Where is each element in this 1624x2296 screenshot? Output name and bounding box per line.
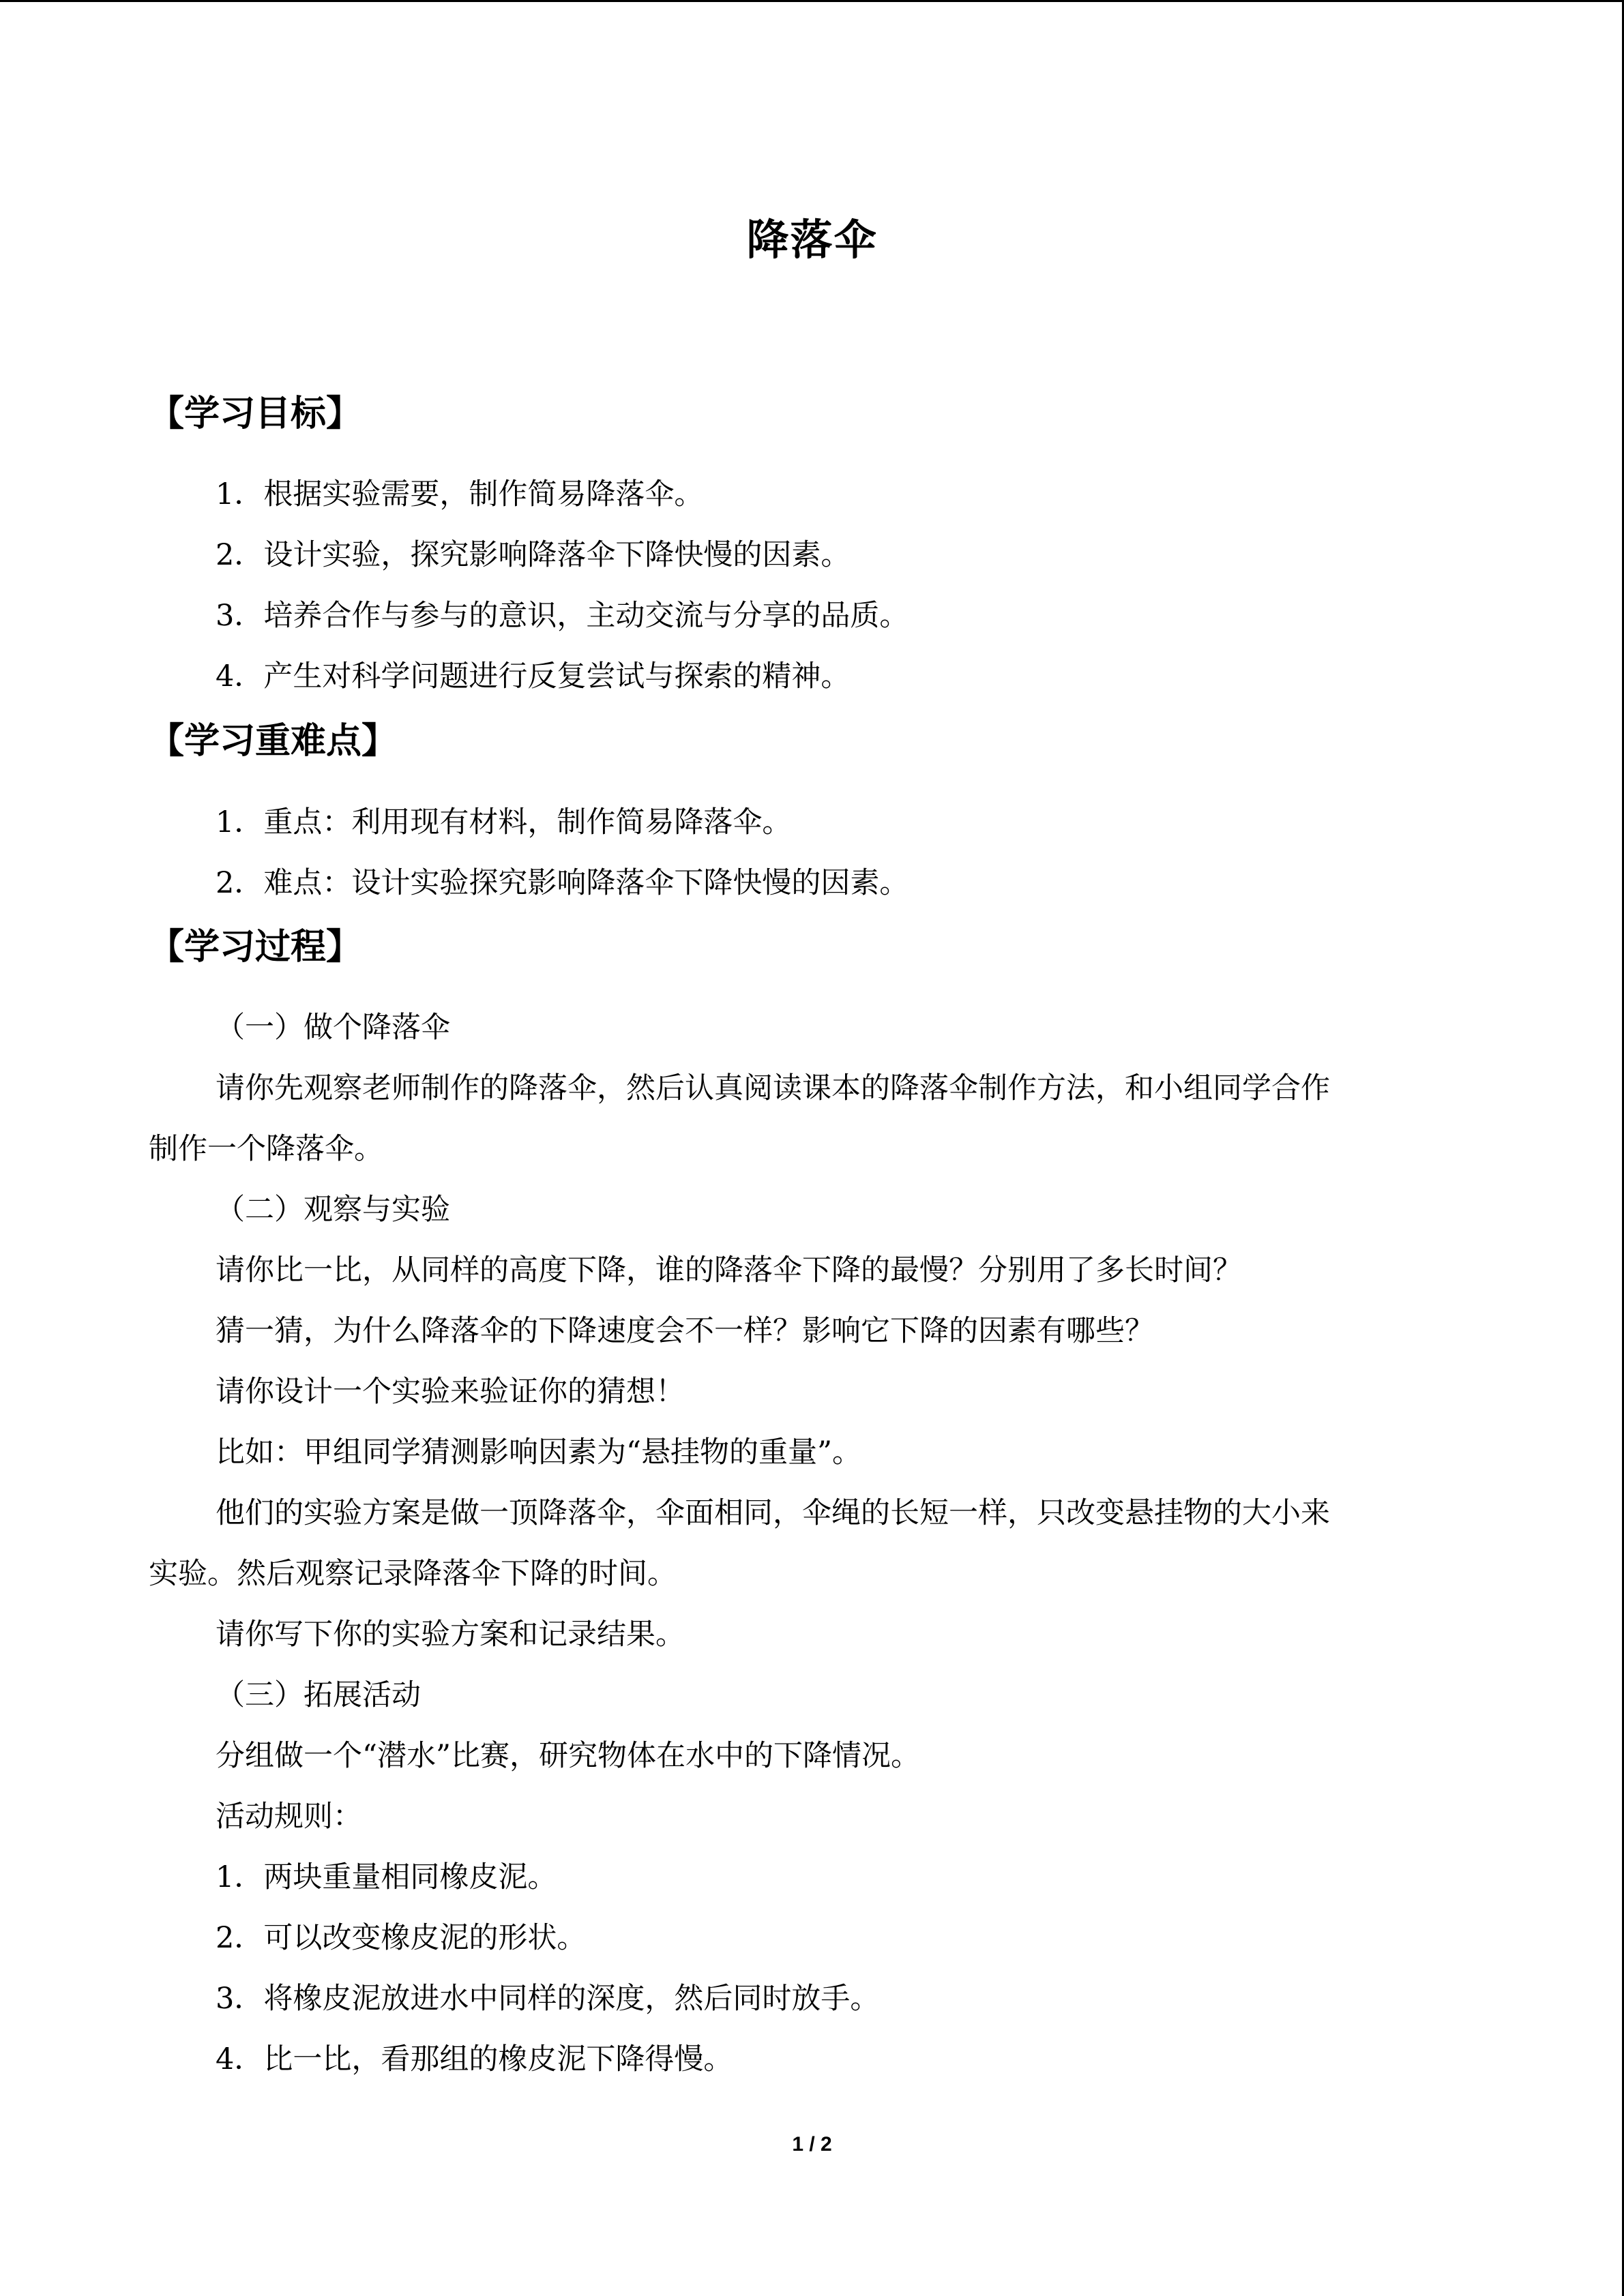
process-subheading: （三）拓展活动 — [216, 1678, 421, 1712]
process-paragraph-line: 请你写下你的实验方案和记录结果。 — [216, 1617, 685, 1652]
key-point-item: 2．难点：设计实验探究影响降落伞下降快慢的因素。 — [216, 866, 909, 900]
goal-item: 4．产生对科学问题进行反复尝试与探索的精神。 — [216, 659, 851, 694]
document-title: 降落伞 — [746, 215, 878, 265]
process-paragraph-line: 请你比一比，从同样的高度下降，谁的降落伞下降的最慢？分别用了多长时间？ — [216, 1253, 1242, 1287]
process-paragraph-line: 制作一个降落伞。 — [149, 1132, 383, 1166]
process-paragraph-line: 他们的实验方案是做一顶降落伞，伞面相同，伞绳的长短一样，只改变悬挂物的大小来 — [216, 1496, 1330, 1530]
section-heading-goals: 【学习目标】 — [149, 393, 362, 434]
section-heading-process: 【学习过程】 — [149, 927, 362, 968]
process-paragraph-line: 活动规则： — [216, 1800, 362, 1834]
process-paragraph-line: 分组做一个“潜水”比赛，研究物体在水中的下降情况。 — [216, 1739, 920, 1773]
page-border-top — [0, 0, 1624, 2]
rule-item: 3．将橡皮泥放进水中同样的深度，然后同时放手。 — [216, 1982, 880, 2016]
section-heading-key-points: 【学习重难点】 — [149, 721, 398, 762]
goal-item: 3．培养合作与参与的意识，主动交流与分享的品质。 — [216, 599, 909, 633]
process-paragraph-line: 请你设计一个实验来验证你的猜想！ — [216, 1375, 685, 1409]
process-paragraph-line: 比如：甲组同学猜测影响因素为“悬挂物的重量”。 — [216, 1435, 861, 1470]
page-number: 1 / 2 — [792, 2133, 832, 2156]
process-paragraph-line: 请你先观察老师制作的降落伞，然后认真阅读课本的降落伞制作方法，和小组同学合作 — [216, 1071, 1330, 1105]
process-subheading: （一）做个降落伞 — [216, 1011, 450, 1045]
process-subheading: （二）观察与实验 — [216, 1193, 450, 1227]
process-paragraph-line: 实验。然后观察记录降落伞下降的时间。 — [149, 1557, 677, 1591]
goal-item: 2．设计实验，探究影响降落伞下降快慢的因素。 — [216, 538, 851, 572]
goal-item: 1．根据实验需要，制作简易降落伞。 — [216, 477, 704, 511]
rule-item: 2．可以改变橡皮泥的形状。 — [216, 1921, 587, 1955]
rule-item: 1．两块重量相同橡皮泥。 — [216, 1860, 557, 1894]
rule-item: 4．比一比，看那组的橡皮泥下降得慢。 — [216, 2042, 733, 2076]
process-paragraph-line: 猜一猜，为什么降落伞的下降速度会不一样？影响它下降的因素有哪些？ — [216, 1314, 1154, 1348]
key-point-item: 1．重点：利用现有材料，制作简易降落伞。 — [216, 805, 792, 839]
